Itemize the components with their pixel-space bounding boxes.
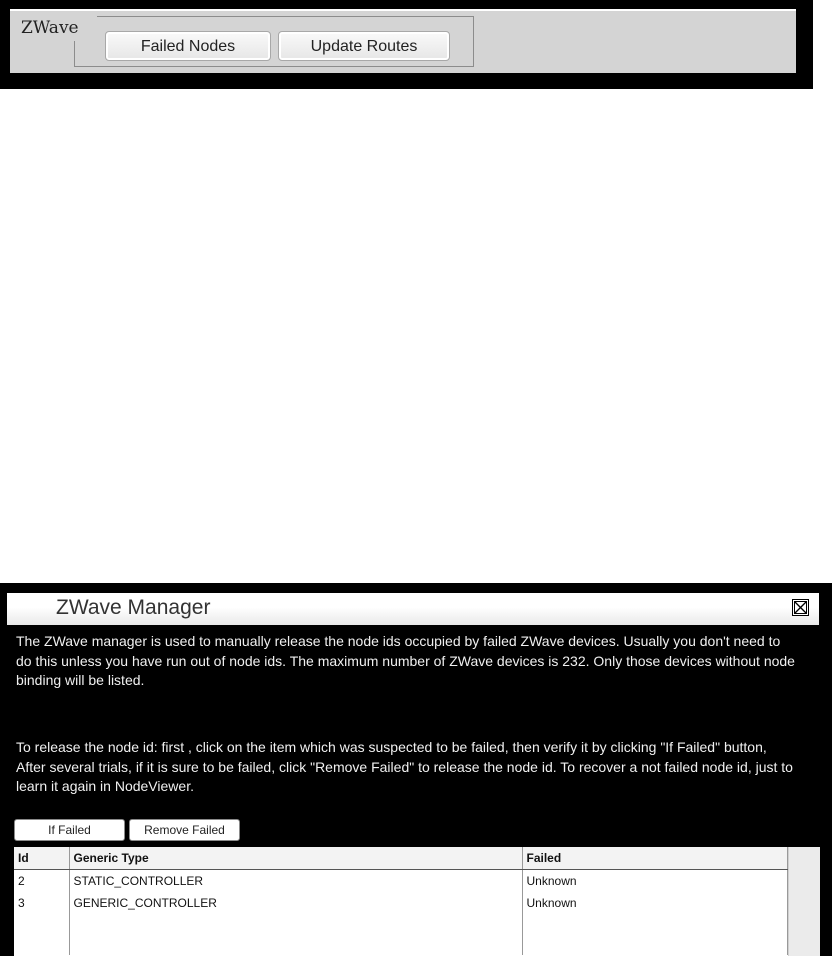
table-header-row [14,847,787,870]
close-icon[interactable] [792,599,809,616]
failed-nodes-button[interactable]: Failed Nodes [105,31,271,61]
fieldset-border [74,66,474,67]
column-header-id[interactable]: Id [14,847,69,870]
description-paragraph: The ZWave manager is used to manually release the node ids occupied by failed ZWave devices. Usually you don't need to do this unless you have run out of node ids. The maximum number of ZWave devices is 232. Only those devices without node binding will be listed. [16,633,795,688]
update-routes-button[interactable]: Update Routes [278,31,450,61]
table-row[interactable] [14,892,787,914]
cell-generic-type: GENERIC_CONTROLLER [69,892,522,914]
table-scrollbar[interactable] [788,847,820,956]
instructions-paragraph: To release the node id: first , click on the item which was suspected to be failed, then verify it by clicking "If Failed" button, After several trials, if it is sure to be failed, click "Remove Failed" to release the node id. To recover a not failed node id, just to learn it again in NodeViewer. [16,739,793,794]
nodes-table [14,847,788,955]
column-header-failed[interactable]: Failed [522,847,787,870]
zwave-panel [0,0,813,89]
cell-failed: Unknown [522,892,787,914]
cell-failed: Unknown [522,870,787,893]
dialog-titlebar [7,593,819,625]
table-row[interactable] [14,870,787,893]
column-header-generic-type[interactable]: Generic Type [69,847,522,870]
table-empty-row [14,914,787,955]
zwave-legend: ZWave [21,18,79,38]
fieldset-border [473,16,474,66]
dialog-title: ZWave Manager [56,596,211,619]
zwave-panel-body [10,9,796,73]
if-failed-button[interactable]: If Failed [14,819,125,841]
cell-id: 2 [14,870,69,893]
nodes-table-container [14,847,820,956]
fieldset-border [74,41,75,66]
cell-id: 3 [14,892,69,914]
remove-failed-button[interactable]: Remove Failed [129,819,240,841]
fieldset-border [97,16,474,17]
cell-generic-type: STATIC_CONTROLLER [69,870,522,893]
zwave-manager-dialog [0,583,832,956]
